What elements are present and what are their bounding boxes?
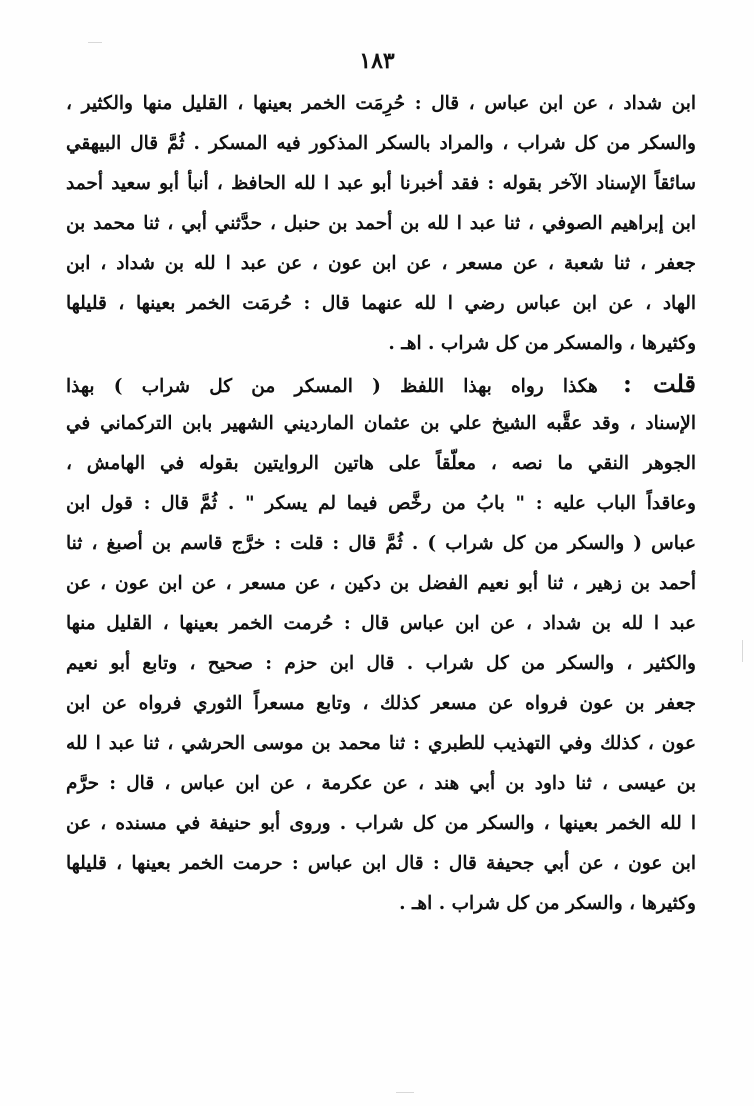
scan-mark <box>396 1092 414 1093</box>
page-number: ١٨٣ <box>359 48 395 74</box>
text-line: الإسناد ، وقد عقَّبه الشيخ علي بن عثمان المارديني الشهير بابن التركماني في <box>66 413 696 434</box>
text-line: ابن شداد ، عن ابن عباس ، قال : حُرِمَت الخمر بعينها ، القليل منها والكثير ، <box>66 93 696 114</box>
text-line-first <box>66 364 696 404</box>
text-line-rest: هكذا رواه بهذا اللفظ ( المسكر من كل شراب ) بهذا <box>66 376 598 397</box>
scan-mark <box>88 42 102 43</box>
text-line: أحمد بن زهير ، ثنا أبو نعيم الفضل بن دكين ، عن مسعر ، عن ابن عون ، عن <box>66 573 696 594</box>
text-line: والسكر من كل شراب ، والمراد بالسكر المذكور فيه المسكر . ثُمَّ قال البيهقي <box>66 133 696 154</box>
paragraph-1 <box>66 84 696 364</box>
text-line: الجوهر النقي ما نصه ، معلّقاً على هاتين الروايتين بقوله في الهامش ، <box>66 453 696 474</box>
text-line: عباس ( والسكر من كل شراب ) . ثُمَّ قال : قلت : خرَّج قاسم بن أصبغ ، ثنا <box>66 533 696 554</box>
text-line: سائقاً الإسناد الآخر بقوله : فقد أخبرنا أبو عبد ا لله الحافظ ، أنبأ أبو سعيد أحمد <box>66 173 696 194</box>
text-line: ابن عون ، عن أبي جحيفة قال : قال ابن عباس : حرمت الخمر بعينها ، قليلها <box>66 853 696 874</box>
text-line: وكثيرها ، والمسكر من كل شراب . اهـ . <box>388 333 696 354</box>
paragraph-heading: قلت : <box>623 369 696 398</box>
paragraph-2 <box>66 364 696 924</box>
text-line: وعاقداً الباب عليه : " بابُ من رخَّص فيما لم يسكر " . ثُمَّ قال : قول ابن <box>66 493 696 514</box>
text-line: ابن إبراهيم الصوفي ، ثنا عبد ا لله بن أحمد بن حنبل ، حدَّثني أبي ، ثنا محمد بن <box>66 213 696 234</box>
text-line: ا لله الخمر بعينها ، والسكر من كل شراب . وروى أبو حنيفة في مسنده ، عن <box>66 813 696 834</box>
text-line: الهاد ، عن ابن عباس رضي ا لله عنهما قال : حُرمَت الخمر بعينها ، قليلها <box>66 293 696 314</box>
scan-mark <box>742 640 743 662</box>
text-line: عبد ا لله بن شداد ، عن ابن عباس قال : حُرمت الخمر بعينها ، القليل منها <box>66 613 696 634</box>
text-line: وكثيرها ، والسكر من كل شراب . اهـ . <box>399 893 696 914</box>
text-line: جعفر ، ثنا شعبة ، عن مسعر ، عن ابن عون ، عن عبد ا لله بن شداد ، ابن <box>66 253 696 274</box>
text-line: والكثير ، والسكر من كل شراب . قال ابن حزم : صحيح ، وتابع أبو نعيم <box>66 653 696 674</box>
text-line: بن عيسى ، ثنا داود بن أبي هند ، عن عكرمة ، عن ابن عباس ، قال : حرَّم <box>66 773 696 794</box>
text-line: جعفر بن عون فرواه عن مسعر كذلك ، وتابع مسعراً الثوري فرواه عن ابن <box>66 693 696 714</box>
text-line: عون ، كذلك وفي التهذيب للطبري : ثنا محمد بن موسى الحرشي ، ثنا عبد ا لله <box>66 733 696 754</box>
